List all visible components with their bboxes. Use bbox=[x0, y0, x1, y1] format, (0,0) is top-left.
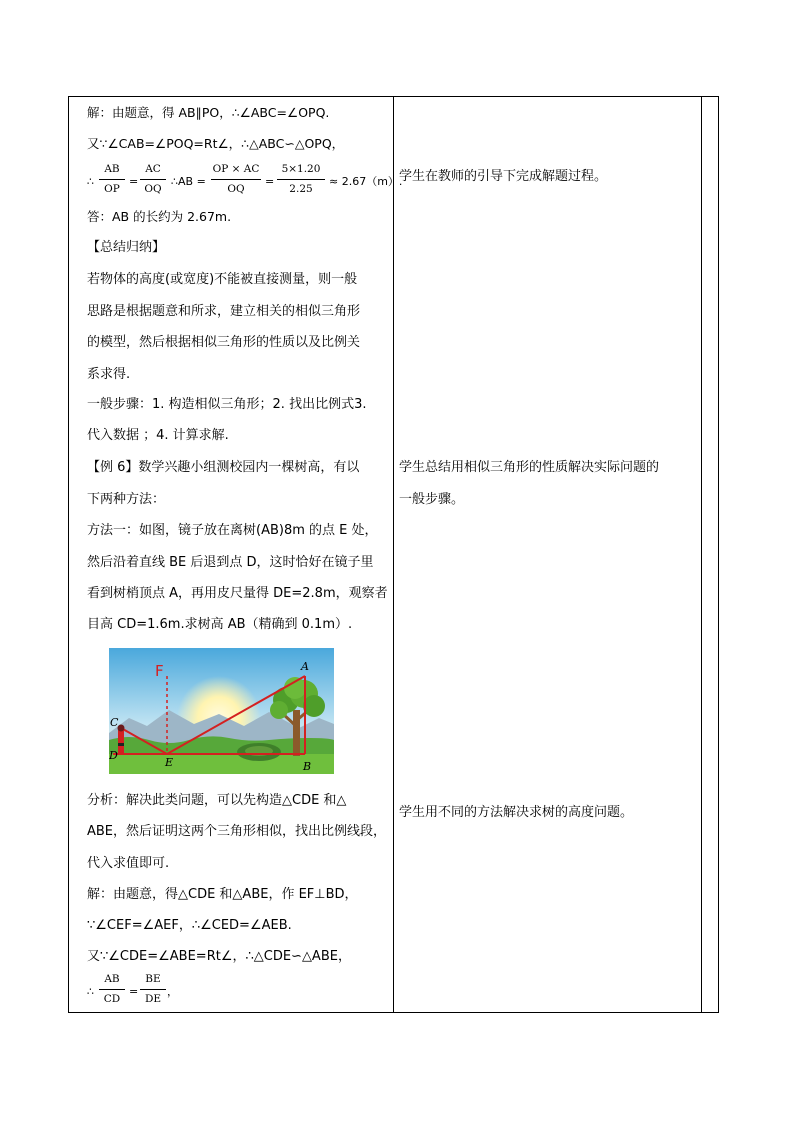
label-a: A bbox=[301, 660, 309, 673]
proportion-formula-1 bbox=[87, 161, 403, 201]
observer-belt bbox=[118, 743, 124, 746]
solution2-line-1: 解：由题意，得△CDE 和△ABE，作 EF⊥BD， bbox=[87, 887, 358, 902]
fraction-ab-cd bbox=[99, 971, 125, 1011]
example6-line-2: 下两种方法： bbox=[87, 492, 166, 507]
comma: ， bbox=[167, 985, 178, 998]
example6-line-3: 方法一：如图，镜子放在离树(AB)8m 的点 E 处， bbox=[87, 523, 378, 538]
analysis-line-3: 代入求值即可. bbox=[87, 856, 170, 871]
fraction-numerator: 5×1.20 bbox=[281, 163, 321, 175]
fraction-denominator: OP bbox=[104, 183, 120, 195]
equals-sign: = bbox=[129, 175, 139, 188]
fraction-denominator: 2.25 bbox=[289, 183, 313, 195]
fraction-denominator: OQ bbox=[227, 183, 245, 195]
observer-head bbox=[118, 725, 125, 732]
fraction-denominator: OQ bbox=[144, 183, 162, 195]
summary-line-4: 系求得. bbox=[87, 367, 131, 382]
proportion-formula-2 bbox=[87, 971, 287, 1011]
activity-note-1: 学生在教师的引导下完成解题过程。 bbox=[399, 169, 608, 184]
answer-line: 答：AB 的长约为 2.67m. bbox=[87, 209, 232, 224]
label-b: B bbox=[303, 760, 312, 773]
solution-line-1: 解：由题意，得 AB∥PO，∴∠ABC=∠OPQ. bbox=[87, 105, 330, 120]
example6-line-6: 目高 CD=1.6m.求树高 AB（精确到 0.1m）. bbox=[87, 617, 353, 632]
fraction-numerator: BE bbox=[145, 973, 161, 985]
steps-line-1: 一般步骤：1. 构造相似三角形；2. 找出比例式3. bbox=[87, 397, 367, 412]
fraction-denominator: DE bbox=[144, 993, 162, 1005]
example6-line-4: 然后沿着直线 BE 后退到点 D，这时恰好在镜子里 bbox=[87, 555, 374, 570]
equals-sign: = bbox=[265, 175, 275, 188]
solution2-line-3: 又∵∠CDE=∠ABE=Rt∠，∴△CDE∽△ABE， bbox=[87, 949, 351, 964]
label-f: F bbox=[155, 662, 164, 680]
page-table bbox=[68, 96, 719, 1013]
solution2-line-2: ∵∠CEF=∠AEF，∴∠CED=∠AEB. bbox=[87, 918, 292, 933]
fraction-denominator: CD bbox=[103, 993, 121, 1005]
solution-line-2: 又∵∠CAB=∠POQ=Rt∠，∴△ABC∽△OPQ， bbox=[87, 136, 345, 151]
example6-line-5: 看到树梢顶点 A，再用皮尺量得 DE=2.8m，观察者 bbox=[87, 586, 388, 601]
fraction-numerator: AB bbox=[104, 163, 120, 175]
column-divider-2 bbox=[701, 97, 702, 1012]
fraction-ac-oq bbox=[140, 161, 166, 201]
column-divider-1 bbox=[393, 97, 394, 1012]
activity-note-2-line-2: 一般步骤。 bbox=[399, 492, 465, 507]
summary-title: 【总结归纳】 bbox=[87, 240, 166, 255]
fraction-be-de bbox=[140, 971, 166, 1011]
label-d: D bbox=[109, 749, 118, 762]
summary-line-1: 若物体的高度(或宽度)不能被直接测量，则一般 bbox=[87, 272, 358, 287]
summary-line-2: 思路是根据题意和所求，建立相关的相似三角形 bbox=[87, 304, 361, 319]
fraction-values bbox=[277, 161, 325, 201]
analysis-line-1: 分析：解决此类问题，可以先构造△CDE 和△ bbox=[87, 793, 347, 808]
steps-line-2: 代入数据 ；4. 计算求解. bbox=[87, 428, 229, 443]
label-e: E bbox=[165, 756, 174, 769]
approximate-result: ≈ 2.67（m）. bbox=[329, 175, 403, 188]
analysis-line-2: ABE，然后证明这两个三角形相似，找出比例线段， bbox=[87, 824, 387, 839]
therefore-symbol: ∴ bbox=[87, 175, 94, 188]
fraction-ab-op bbox=[99, 161, 125, 201]
observer bbox=[118, 730, 124, 754]
fraction-numerator: OP × AC bbox=[212, 163, 260, 175]
activity-note-2-line-1: 学生总结用相似三角形的性质解决实际问题的 bbox=[399, 460, 660, 475]
tree-mirror-illustration bbox=[109, 648, 334, 774]
fraction-numerator: AB bbox=[104, 973, 120, 985]
illustration-svg bbox=[109, 648, 334, 774]
example6-line-1: 【例 6】数学兴趣小组测校园内一棵树高，有以 bbox=[87, 460, 360, 475]
fraction-opac-oq bbox=[211, 161, 261, 201]
activity-note-3: 学生用不同的方法解决求树的高度问题。 bbox=[399, 805, 634, 820]
equals-sign: = bbox=[129, 985, 139, 998]
therefore-ab: ∴AB = bbox=[171, 175, 206, 188]
therefore-symbol: ∴ bbox=[87, 985, 94, 998]
ground bbox=[109, 754, 334, 774]
summary-line-3: 的模型，然后根据相似三角形的性质以及比例关 bbox=[87, 335, 361, 350]
label-c: C bbox=[110, 716, 119, 729]
fraction-numerator: AC bbox=[145, 163, 161, 175]
